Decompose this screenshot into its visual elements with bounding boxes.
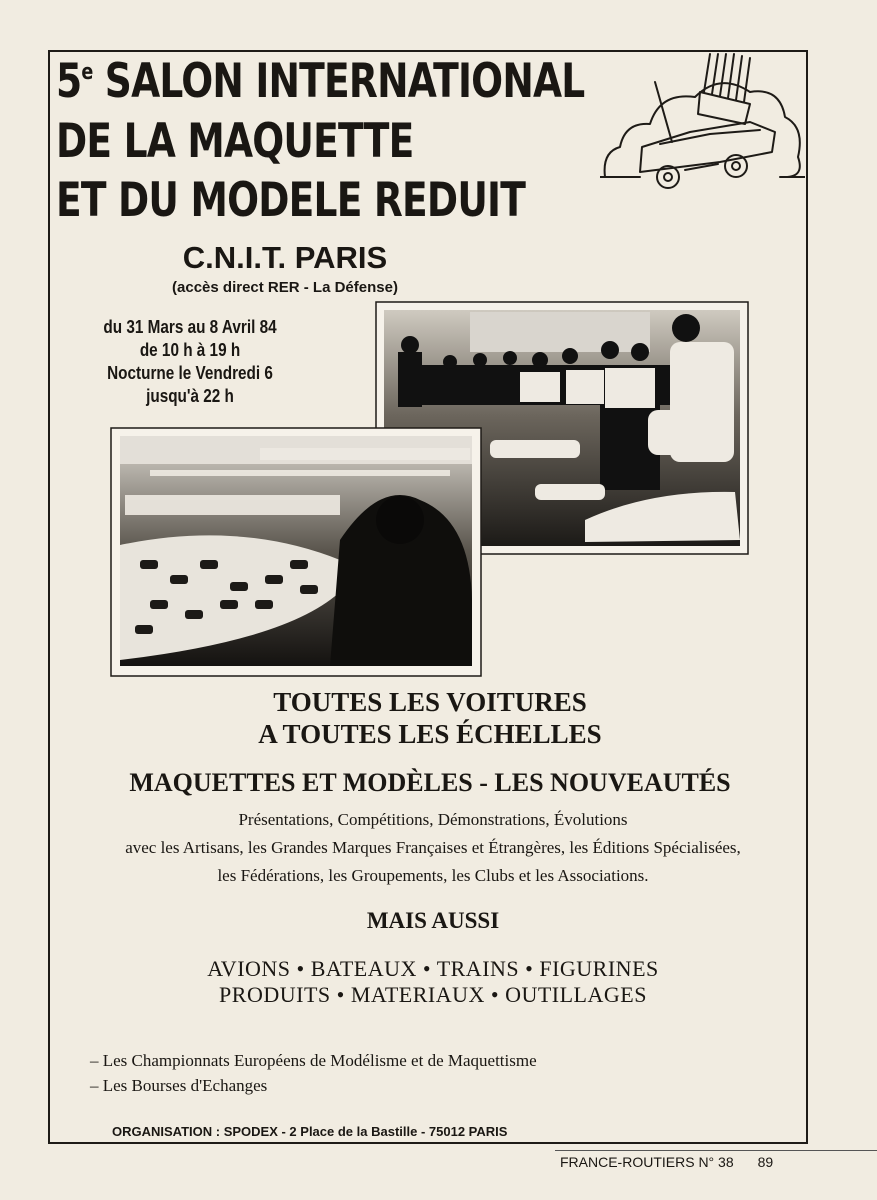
page-number: 89 (757, 1154, 774, 1170)
description-line: avec les Artisans, les Grandes Marques Françaises et Étrangères, les Éditions Spécialisées, (125, 838, 741, 857)
venue-name: C.N.I.T. PARIS (182, 240, 388, 275)
date-line: Nocturne le Vendredi 6 (107, 363, 273, 383)
date-line: jusqu'à 22 h (146, 386, 234, 406)
page-footer (560, 1154, 773, 1170)
footer-divider (555, 1150, 877, 1151)
headline-line-1: TOUTES LES VOITURES (273, 687, 587, 717)
list-item: – Les Championnats Européens de Modélisme et de Maquettisme (90, 1051, 537, 1070)
categories-line-1: AVIONS • BATEAUX • TRAINS • FIGURINES (207, 956, 659, 981)
magazine-issue: FRANCE-ROUTIERS N° 38 (560, 1154, 734, 1170)
title-ordinal-suffix: e (81, 60, 93, 85)
event-dates (63, 316, 318, 408)
rc-car-logo-icon (600, 52, 805, 197)
date-line: de 10 h à 19 h (139, 340, 241, 360)
description-line: Présentations, Compétitions, Démonstrations, Évolutions (238, 810, 628, 829)
categories-line-2: PRODUITS • MATERIAUX • OUTILLAGES (219, 982, 647, 1007)
description-line: les Fédérations, les Groupements, les Clubs et les Associations. (217, 866, 649, 885)
date-line: du 31 Mars au 8 Avril 84 (103, 317, 277, 337)
venue-access-note: (accès direct RER - La Défense) (172, 279, 398, 296)
title-line-1: 5e SALON INTERNATIONAL (56, 54, 585, 109)
title-line-2: DE LA MAQUETTE (56, 114, 414, 169)
title-line-3: ET DU MODELE REDUIT (56, 173, 526, 228)
also-heading: MAIS AUSSI (366, 908, 500, 933)
list-item: – Les Bourses d'Echanges (90, 1076, 268, 1095)
organisation-line: ORGANISATION : SPODEX - 2 Place de la Bastille - 75012 PARIS (112, 1124, 508, 1139)
description (50, 806, 816, 890)
subheading: MAQUETTES ET MODÈLES - LES NOUVEAUTÉS (129, 768, 731, 797)
categories (50, 956, 816, 1008)
title-line-1-text: SALON INTERNATIONAL (104, 54, 585, 109)
bullet-list (90, 1048, 537, 1098)
headline-line-2: A TOUTES LES ÉCHELLES (258, 719, 602, 749)
